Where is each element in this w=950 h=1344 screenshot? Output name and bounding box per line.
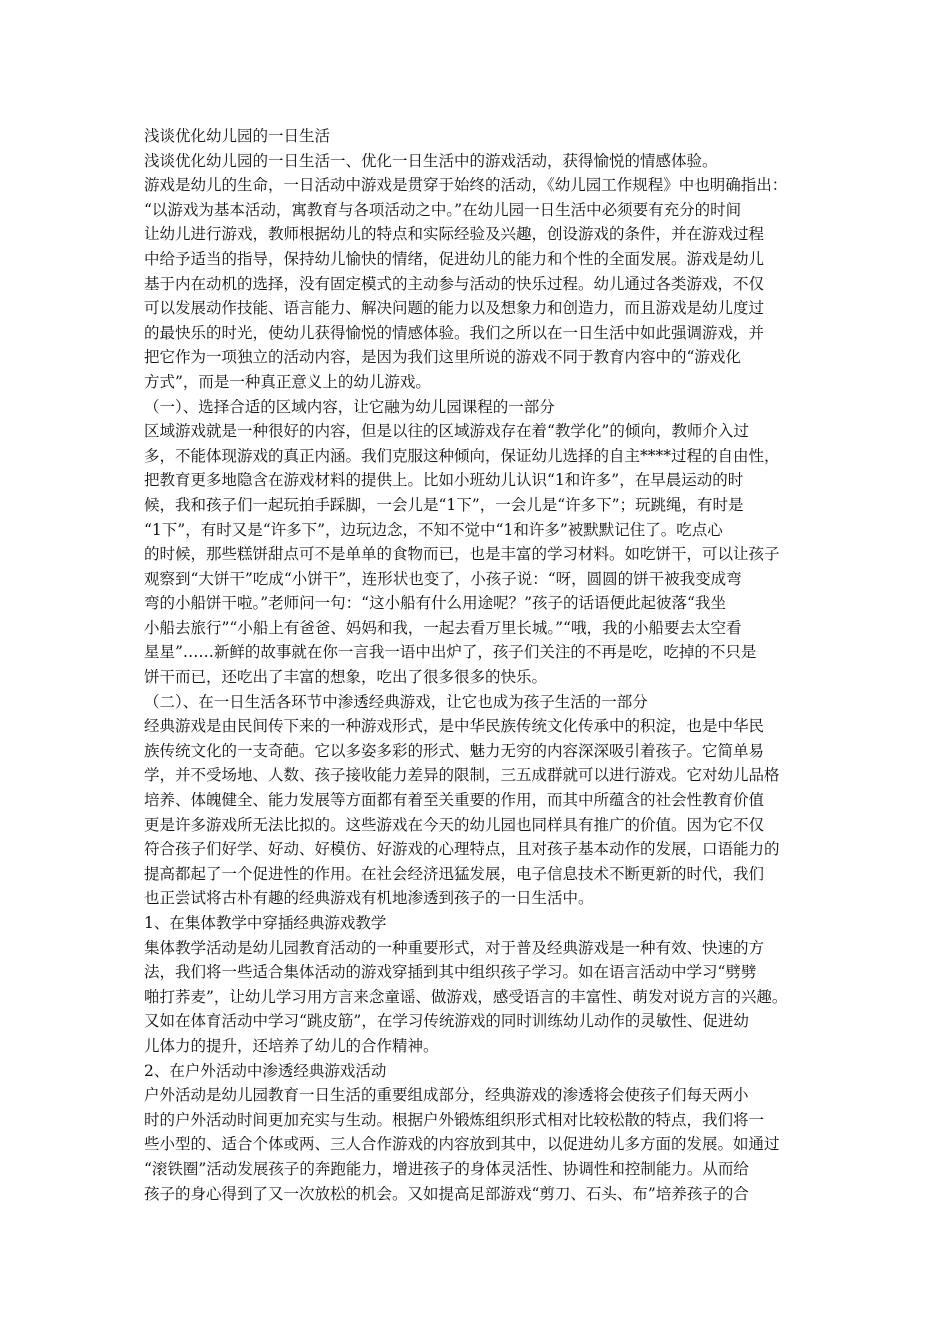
text-line: 基于内在动机的选择，没有固定模式的主动参与活动的快乐过程。幼儿通过各类游戏，不仅: [144, 274, 765, 293]
text-line: 培养、体魄健全、能力发展等方面都有着至关重要的作用，而其中所蕴含的社会性教育价值: [144, 791, 765, 810]
text-line: 观察到“大饼干”吃成“小饼干”，连形状也变了，小孩子说：“呀，圆圆的饼干被我变成弯: [144, 569, 742, 588]
text-line: 又如在体育活动中学习“跳皮筋”，在学习传统游戏的同时训练幼儿动作的灵敏性、促进幼: [144, 1012, 749, 1031]
text-line: “以游戏为基本活动，寓教育与各项活动之中。”在幼儿园一日生活中必须要有充分的时间: [144, 200, 742, 219]
text-line: 儿体力的提升，还培养了幼儿的合作精神。: [144, 1036, 439, 1055]
text-line: “滚铁圈”活动发展孩子的奔跑能力，增进孩子的身体灵活性、协调性和控制能力。从而给: [144, 1159, 749, 1178]
text-line: 集体教学活动是幼儿园教育活动的一种重要形式，对于普及经典游戏是一种有效、快速的方: [144, 938, 765, 957]
text-line: 1、在集体教学中穿插经典游戏教学: [144, 914, 387, 932]
text-line: 小船去旅行”“小船上有爸爸、妈妈和我，一起去看万里长城。”“哦，我的小船要去太空看: [144, 618, 742, 637]
text-line: 多，不能体现游戏的真正内涵。我们克服这种倾向，保证幼儿选择的自主****过程的自由性，: [144, 446, 780, 465]
text-line: “1下”，有时又是“许多下”，边玩边念，不知不觉中“1和许多”被默默记住了。吃点心: [144, 520, 723, 539]
text-line: 法，我们将一些适合集体活动的游戏穿插到其中组织孩子学习。如在语言活动中学习“劈劈: [144, 963, 757, 982]
text-line: 饼干而已，还吃出了丰富的想象，吃出了很多很多的快乐。: [144, 668, 548, 687]
text-line: 户外活动是幼儿园教育一日生活的重要组成部分，经典游戏的渗透将会使孩子们每天两小: [144, 1086, 749, 1105]
text-line: 弯的小船饼干啦。”老师问一句：“这小船有什么用途呢？”孩子的话语便此起彼落“我坐: [144, 594, 726, 613]
document-body: [144, 149, 816, 1207]
text-line: 星星”……新鲜的故事就在你一言我一语中出炉了，孩子们关注的不再是吃，吃掉的不只是: [144, 643, 757, 662]
text-line: 的时候，那些糕饼甜点可不是单单的食物而已，也是丰富的学习材料。如吃饼干，可以让孩子: [144, 545, 780, 564]
text-line: （一）、选择合适的区域内容，让它融为幼儿园课程的一部分: [144, 397, 555, 416]
text-line: 候，我和孩子们一起玩拍手踩脚，一会儿是“1下”，一会儿是“许多下”；玩跳绳，有时是: [144, 495, 744, 514]
text-line: 把教育更多地隐含在游戏材料的提供上。比如小班幼儿认识“1和许多”，在早晨运动的时: [144, 471, 744, 490]
text-line: 让幼儿进行游戏，教师根据幼儿的特点和实际经验及兴趣，创设游戏的条件，并在游戏过程: [144, 225, 765, 244]
text-line: 族传统文化的一支奇葩。它以多姿多彩的形式、魅力无穷的内容深深吸引着孩子。它简单易: [144, 741, 765, 760]
text-line: 中给予适当的指导，保持幼儿愉快的情绪，促进幼儿的能力和个性的全面发展。游戏是幼儿: [144, 249, 765, 268]
text-line: 学，并不受场地、人数、孩子接收能力差异的限制，三五成群就可以进行游戏。它对幼儿品格: [144, 766, 780, 785]
text-line: 更是许多游戏所无法比拟的。这些游戏在今天的幼儿园也同样具有推广的价值。因为它不仅: [144, 815, 765, 834]
text-line: 2、在户外活动中渗透经典游戏活动: [144, 1061, 387, 1080]
text-line: 啪打荞麦”，让幼儿学习用方言来念童谣、做游戏，感受语言的丰富性、萌发对说方言的兴趣。: [144, 987, 788, 1006]
document-page: [144, 124, 816, 1206]
text-line: 符合孩子们好学、好动、好模仿、好游戏的心理特点，且对孩子基本动作的发展，口语能力的: [144, 840, 780, 859]
text-line: 的最快乐的时光，使幼儿获得愉悦的情感体验。我们之所以在一日生活中如此强调游戏，并: [144, 323, 765, 342]
text-line: 经典游戏是由民间传下来的一种游戏形式，是中华民族传统文化传承中的积淀，也是中华民: [144, 717, 765, 736]
text-line: 提高都起了一个促进性的作用。在社会经济迅猛发展，电子信息技术不断更新的时代，我们: [144, 864, 765, 883]
document-title: 浅谈优化幼儿园的一日生活: [144, 127, 331, 145]
text-line: 也正尝试将古朴有趣的经典游戏有机地渗透到孩子的一日生活中。: [144, 889, 594, 908]
text-line: 浅谈优化幼儿园的一日生活一、优化一日生活中的游戏活动，获得愉悦的情感体验。: [144, 151, 718, 170]
text-line: 些小型的、适合个体或两、三人合作游戏的内容放到其中，以促进幼儿多方面的发展。如通过: [144, 1135, 780, 1154]
text-line: 时的户外活动时间更加充实与生动。根据户外锻炼组织形式相对比较松散的特点，我们将一: [144, 1110, 765, 1129]
text-line: 把它作为一项独立的活动内容，是因为我们这里所说的游戏不同于教育内容中的“游戏化: [144, 348, 741, 367]
text-line: 可以发展动作技能、语言能力、解决问题的能力以及想象力和创造力，而且游戏是幼儿度过: [144, 299, 765, 318]
text-line: （二）、在一日生活各环节中渗透经典游戏，让它也成为孩子生活的一部分: [144, 692, 648, 711]
text-line: 区域游戏就是一种很好的内容，但是以往的区域游戏存在着“教学化”的倾向，教师介入过: [144, 422, 749, 441]
text-line: 孩子的身心得到了又一次放松的机会。又如提高足部游戏“剪刀、石头、布”培养孩子的合: [144, 1184, 749, 1203]
text-line: 游戏是幼儿的生命，一日活动中游戏是贯穿于始终的活动，《幼儿园工作规程》中也明确指出：: [144, 176, 788, 195]
text-line: 方式”，而是一种真正意义上的幼儿游戏。: [144, 372, 431, 391]
